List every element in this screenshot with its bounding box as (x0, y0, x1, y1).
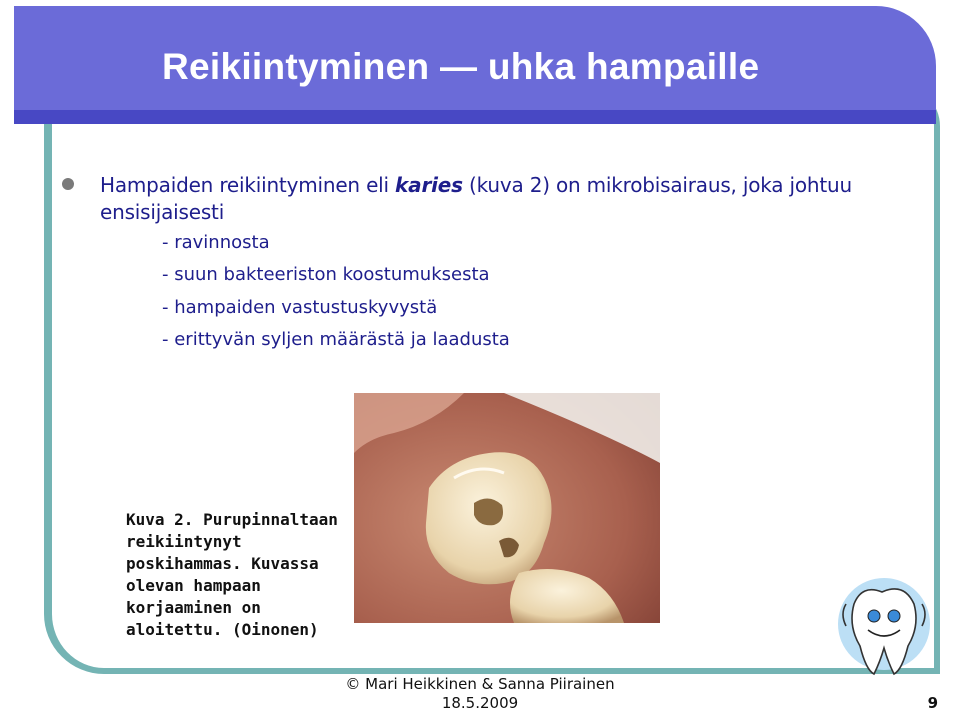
sub-item: - hampaiden vastustuskyvystä (162, 297, 438, 318)
sub-item: - erittyvän syljen määrästä ja laadusta (162, 329, 510, 350)
tooth-photo (354, 393, 660, 623)
lead-paragraph (100, 172, 950, 226)
slide-title: Reikiintyminen — uhka hampaille (162, 46, 760, 87)
bullet-dot-icon (62, 178, 74, 190)
tooth-mascot-icon (832, 574, 936, 684)
lead-text-2: (kuva 2) on mikrobisairaus, joka johtuu ensisijaisesti (100, 173, 852, 224)
lead-text-1: Hampaiden reikiintyminen eli (100, 173, 396, 197)
footer-copyright: © Mari Heikkinen & Sanna Piirainen (345, 675, 615, 693)
footer-date: 18.5.2009 (441, 694, 519, 712)
sub-item: - suun bakteeriston koostumuksesta (162, 264, 490, 285)
title-bar (14, 6, 936, 124)
lead-keyword: karies (395, 173, 463, 197)
photo-caption: Kuva 2. Purupinnaltaan reikiintynyt poskihammas. Kuvassa olevan hampaan korjaaminen on aloitettu. (Oinonen) (126, 510, 338, 639)
sub-item: - ravinnosta (162, 232, 270, 253)
page-number: 9 (927, 694, 938, 712)
title-stripe (14, 110, 936, 124)
